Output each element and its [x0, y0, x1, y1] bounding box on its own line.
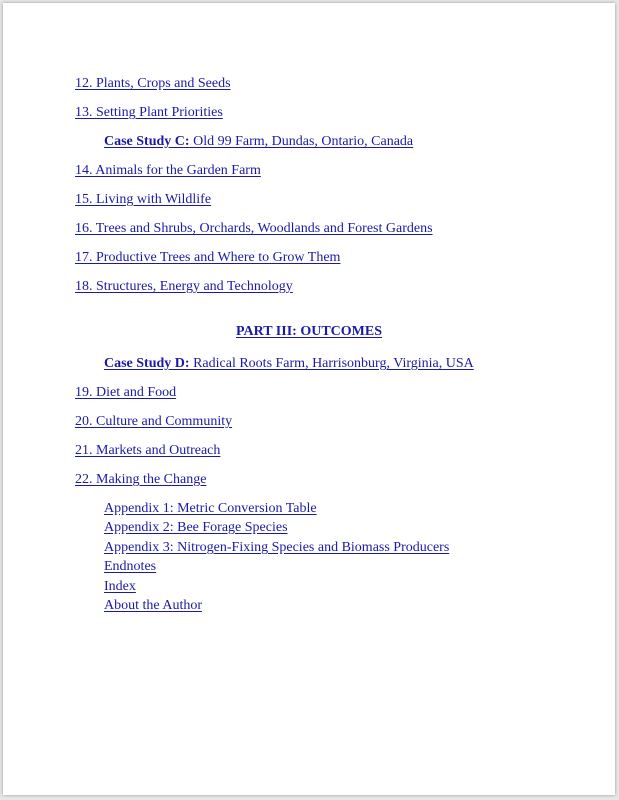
toc-chapter-22[interactable]: 22. Making the Change — [75, 472, 207, 487]
toc-chapter-12[interactable]: 12. Plants, Crops and Seeds — [75, 76, 231, 91]
toc-part-iii-heading[interactable]: PART III: OUTCOMES — [235, 324, 382, 339]
toc-chapter-15[interactable]: 15. Living with Wildlife — [75, 192, 212, 207]
toc-chapter-17[interactable]: 17. Productive Trees and Where to Grow Them — [75, 250, 341, 265]
case-study-d-title: Radical Roots Farm, Harrisonburg, Virginia, USA — [193, 356, 474, 371]
toc-chapter-13[interactable]: 13. Setting Plant Priorities — [75, 105, 223, 120]
case-study-c-label: Case Study C: — [104, 134, 190, 149]
toc-chapter-19[interactable]: 19. Diet and Food — [75, 385, 177, 400]
toc-chapter-21[interactable]: 21. Markets and Outreach — [75, 443, 221, 458]
toc-chapter-18[interactable]: 18. Structures, Energy and Technology — [75, 279, 293, 294]
toc-chapter-20[interactable]: 20. Culture and Community — [75, 414, 233, 429]
toc-appendix-2[interactable]: Appendix 2: Bee Forage Species — [104, 520, 288, 535]
toc-case-study-d[interactable] — [104, 356, 474, 372]
toc-appendix-1[interactable]: Appendix 1: Metric Conversion Table — [104, 501, 317, 516]
case-study-d-label: Case Study D: — [104, 356, 190, 371]
toc-chapter-16[interactable]: 16. Trees and Shrubs, Orchards, Woodlands and Forest Gardens — [75, 221, 433, 236]
document-page — [3, 3, 615, 795]
toc-about-the-author[interactable]: About the Author — [104, 598, 202, 613]
toc-index[interactable]: Index — [104, 579, 136, 594]
toc-case-study-c[interactable] — [104, 134, 413, 150]
toc-endnotes[interactable]: Endnotes — [104, 559, 157, 574]
case-study-c-title: Old 99 Farm, Dundas, Ontario, Canada — [193, 134, 414, 149]
toc-appendix-3[interactable]: Appendix 3: Nitrogen-Fixing Species and Biomass Producers — [104, 540, 450, 555]
toc-chapter-14[interactable]: 14. Animals for the Garden Farm — [75, 163, 261, 178]
